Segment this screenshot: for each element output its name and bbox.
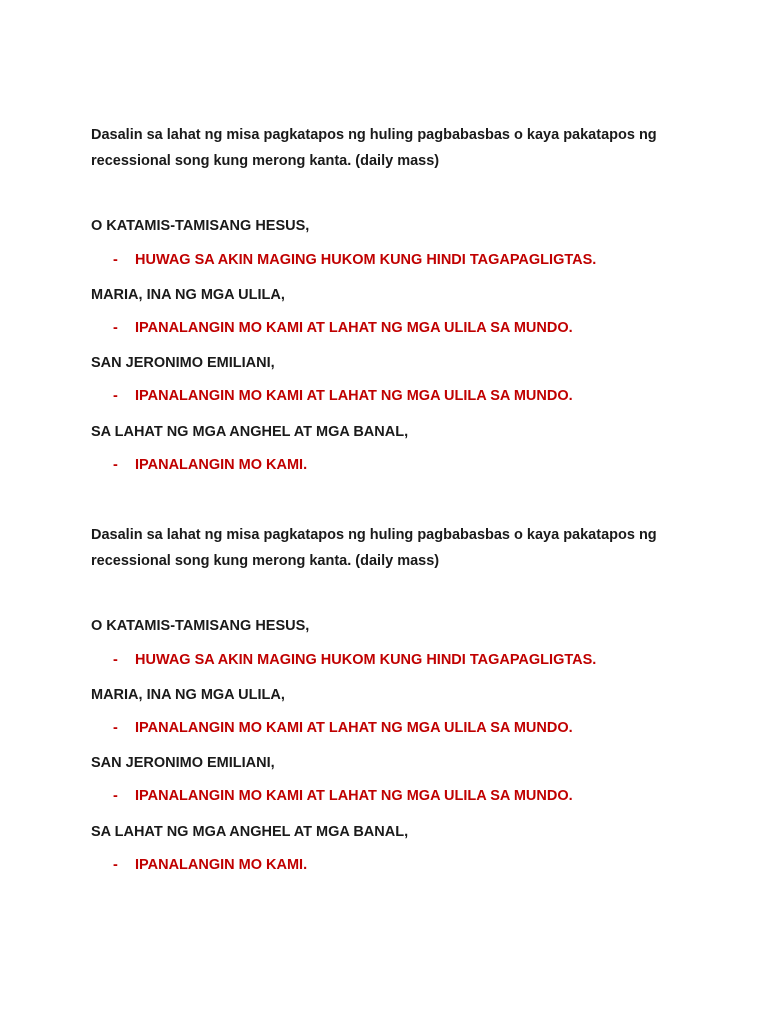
response-text: IPANALANGIN MO KAMI.	[135, 857, 308, 873]
bullet-dash: -	[113, 388, 118, 404]
response-text: HUWAG SA AKIN MAGING HUKOM KUNG HINDI TAGAPAGLIGTAS.	[135, 252, 597, 268]
response	[113, 857, 307, 873]
response-text: IPANALANGIN MO KAMI AT LAHAT NG MGA ULILA SA MUNDO.	[135, 720, 573, 736]
bullet-dash: -	[113, 457, 118, 473]
response-text: IPANALANGIN MO KAMI AT LAHAT NG MGA ULILA SA MUNDO.	[135, 388, 573, 404]
bullet-dash: -	[113, 788, 118, 804]
bullet-dash: -	[113, 720, 118, 736]
response	[113, 652, 596, 668]
invocation: MARIA, INA NG MGA ULILA,	[91, 287, 285, 303]
response-text: IPANALANGIN MO KAMI AT LAHAT NG MGA ULILA SA MUNDO.	[135, 320, 573, 336]
invocation: O KATAMIS-TAMISANG HESUS,	[91, 218, 310, 234]
bullet-dash: -	[113, 857, 118, 873]
bullet-dash: -	[113, 652, 118, 668]
intro-instruction: Dasalin sa lahat ng misa pagkatapos ng huling pagbabasbas o kaya pakatapos ng recessional song kung merong kanta. (daily mass)	[91, 127, 657, 169]
response	[113, 320, 573, 336]
intro-instruction: Dasalin sa lahat ng misa pagkatapos ng huling pagbabasbas o kaya pakatapos ng recessional song kung merong kanta. (daily mass)	[91, 527, 657, 569]
bullet-dash: -	[113, 252, 118, 268]
response	[113, 388, 573, 404]
invocation: SA LAHAT NG MGA ANGHEL AT MGA BANAL,	[91, 824, 409, 840]
response	[113, 457, 307, 473]
response	[113, 788, 573, 804]
response	[113, 720, 573, 736]
response-text: IPANALANGIN MO KAMI.	[135, 457, 308, 473]
invocation: O KATAMIS-TAMISANG HESUS,	[91, 618, 310, 634]
bullet-dash: -	[113, 320, 118, 336]
invocation: SA LAHAT NG MGA ANGHEL AT MGA BANAL,	[91, 424, 409, 440]
invocation: SAN JERONIMO EMILIANI,	[91, 355, 275, 371]
response-text: IPANALANGIN MO KAMI AT LAHAT NG MGA ULILA SA MUNDO.	[135, 788, 573, 804]
response-text: HUWAG SA AKIN MAGING HUKOM KUNG HINDI TAGAPAGLIGTAS.	[135, 652, 597, 668]
invocation: SAN JERONIMO EMILIANI,	[91, 755, 275, 771]
response	[113, 252, 596, 268]
invocation: MARIA, INA NG MGA ULILA,	[91, 687, 285, 703]
